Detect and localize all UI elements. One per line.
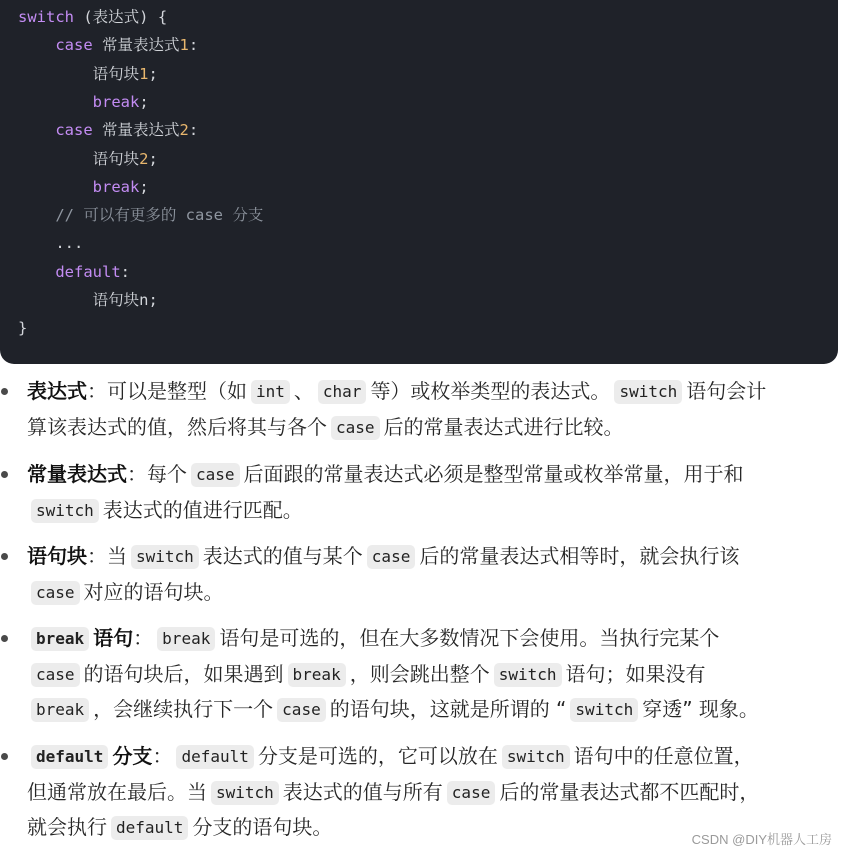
inline-code: break <box>157 627 215 651</box>
inline-code: switch <box>502 745 570 769</box>
text-line <box>27 692 759 727</box>
code-line <box>18 31 198 59</box>
code-token: 语句块 <box>18 64 140 83</box>
text-line <box>27 493 303 528</box>
body-text: ：可以是整型（如 <box>87 379 247 403</box>
inline-code: char <box>318 380 367 404</box>
text-line <box>27 775 759 810</box>
code-token: ; <box>148 64 158 83</box>
text-line <box>27 657 706 692</box>
body-text: 穿透” 现象。 <box>642 697 759 721</box>
text-line <box>27 575 224 610</box>
code-token: 2 <box>139 149 149 168</box>
code-line <box>18 314 27 342</box>
body-text: 语句中的任意位置， <box>573 744 754 768</box>
csdn-watermark: CSDN @DIY机器人工房 <box>691 832 832 847</box>
body-text: ：当 <box>87 544 127 568</box>
code-token: : <box>188 36 199 55</box>
inline-code: default <box>111 816 188 840</box>
code-line <box>18 60 158 88</box>
code-token: 语句块n; <box>18 291 158 309</box>
code-line <box>18 3 167 31</box>
body-text: 对应的语句块。 <box>83 579 224 604</box>
code-token: ; <box>139 92 149 111</box>
inline-code: break <box>31 698 89 722</box>
code-token: ; <box>148 149 158 168</box>
inline-code: switch <box>31 499 99 523</box>
body-text: 分支的语句块。 <box>192 815 333 839</box>
term-label: 语句块 <box>27 544 87 568</box>
code-line <box>18 286 158 314</box>
body-text: ，会继续执行下一个 <box>93 697 274 721</box>
code-token: ... <box>18 234 84 253</box>
text-line <box>27 410 624 445</box>
body-text: 算该表达式的值，然后将其与各个 <box>27 414 327 439</box>
code-token: 1 <box>179 36 189 55</box>
code-line <box>18 88 149 116</box>
code-line <box>18 229 83 257</box>
term-label: 语句 <box>93 626 134 650</box>
body-text: 表达式的值进行匹配。 <box>102 497 303 522</box>
inline-code: default <box>176 745 253 769</box>
code-line <box>18 258 130 286</box>
inline-code: case <box>191 463 240 487</box>
body-text: 语句是可选的，但在大多数情况下会使用。当执行完某个 <box>219 626 720 650</box>
inline-code: case <box>367 545 416 569</box>
code-token: switch <box>18 8 74 26</box>
code-token <box>18 121 55 139</box>
text-line <box>27 539 739 574</box>
code-token: break <box>92 92 140 111</box>
code-token: : <box>120 262 130 281</box>
body-text: 等）或枚举类型的表达式。 <box>370 379 611 403</box>
bullet-icon <box>1 753 8 760</box>
code-line <box>18 145 158 173</box>
inline-code: switch <box>614 380 682 404</box>
body-text: 但通常放在最后。当 <box>27 779 207 804</box>
body-text: 后的常量表达式进行比较。 <box>383 414 624 439</box>
inline-code: switch <box>211 781 279 805</box>
text-line <box>27 621 719 656</box>
code-token: 语句块 <box>18 149 140 168</box>
body-text: 就会执行 <box>27 815 107 839</box>
code-token: case <box>55 36 93 55</box>
inline-code: case <box>277 698 326 722</box>
code-token: (表达式) { <box>74 8 168 26</box>
body-text: 后的常量表达式相等时，就会执行该 <box>419 544 740 568</box>
code-token: ; <box>139 177 149 196</box>
code-token <box>18 36 55 54</box>
body-text: ： <box>152 744 173 768</box>
code-token: 常量表达式 <box>92 121 180 140</box>
text-line <box>27 810 332 845</box>
body-text: 的语句块后，如果遇到 <box>83 661 284 686</box>
text-line <box>27 374 766 409</box>
inline-code-term: default <box>31 745 108 769</box>
inline-code: break <box>288 663 346 687</box>
term-label: 常量表达式 <box>27 462 127 486</box>
inline-code: switch <box>494 663 562 687</box>
code-token: case <box>55 121 93 140</box>
body-text: 语句会计 <box>686 379 767 403</box>
code-line <box>18 173 149 201</box>
code-token: 2 <box>179 121 189 140</box>
term-label: 分支 <box>112 744 153 768</box>
bullet-icon <box>1 471 8 478</box>
inline-code: case <box>447 781 496 805</box>
body-text: 后的常量表达式都不匹配时， <box>499 779 760 804</box>
term-label: 表达式 <box>27 379 87 403</box>
code-token <box>18 93 93 111</box>
body-text: ，则会跳出整个 <box>349 661 490 686</box>
code-block <box>0 0 838 364</box>
inline-code: case <box>331 416 380 440</box>
code-line <box>18 116 198 144</box>
body-text: 的语句块，这就是所谓的 “ <box>329 697 567 721</box>
code-token: break <box>92 177 140 196</box>
body-text: 分支是可选的，它可以放在 <box>257 744 498 768</box>
code-line <box>18 201 263 229</box>
inline-code: switch <box>570 698 638 722</box>
bullet-icon <box>1 635 8 642</box>
code-token: // 可以有更多的 case 分支 <box>18 206 264 225</box>
code-token: default <box>55 262 121 281</box>
bullet-icon <box>1 388 8 395</box>
code-token <box>18 263 55 281</box>
text-line <box>27 739 754 774</box>
body-text: ：每个 <box>127 462 187 486</box>
inline-code: case <box>31 663 80 687</box>
inline-code: switch <box>131 545 199 569</box>
body-text: ： <box>133 626 154 650</box>
code-token <box>18 178 93 196</box>
body-text: 表达式的值与某个 <box>202 544 363 568</box>
inline-code: int <box>251 380 290 404</box>
inline-code-term: break <box>31 627 89 651</box>
bullet-icon <box>1 553 8 560</box>
code-token: 常量表达式 <box>92 36 180 55</box>
text-line <box>27 457 744 492</box>
body-text: 、 <box>293 379 314 403</box>
inline-code: case <box>31 581 80 605</box>
body-text: 后面跟的常量表达式必须是整型常量或枚举常量，用于和 <box>243 462 744 486</box>
code-token: : <box>188 121 199 140</box>
code-token: 1 <box>139 64 149 83</box>
body-text: 语句；如果没有 <box>565 661 706 686</box>
body-text: 表达式的值与所有 <box>282 779 443 804</box>
code-token: } <box>18 319 28 338</box>
